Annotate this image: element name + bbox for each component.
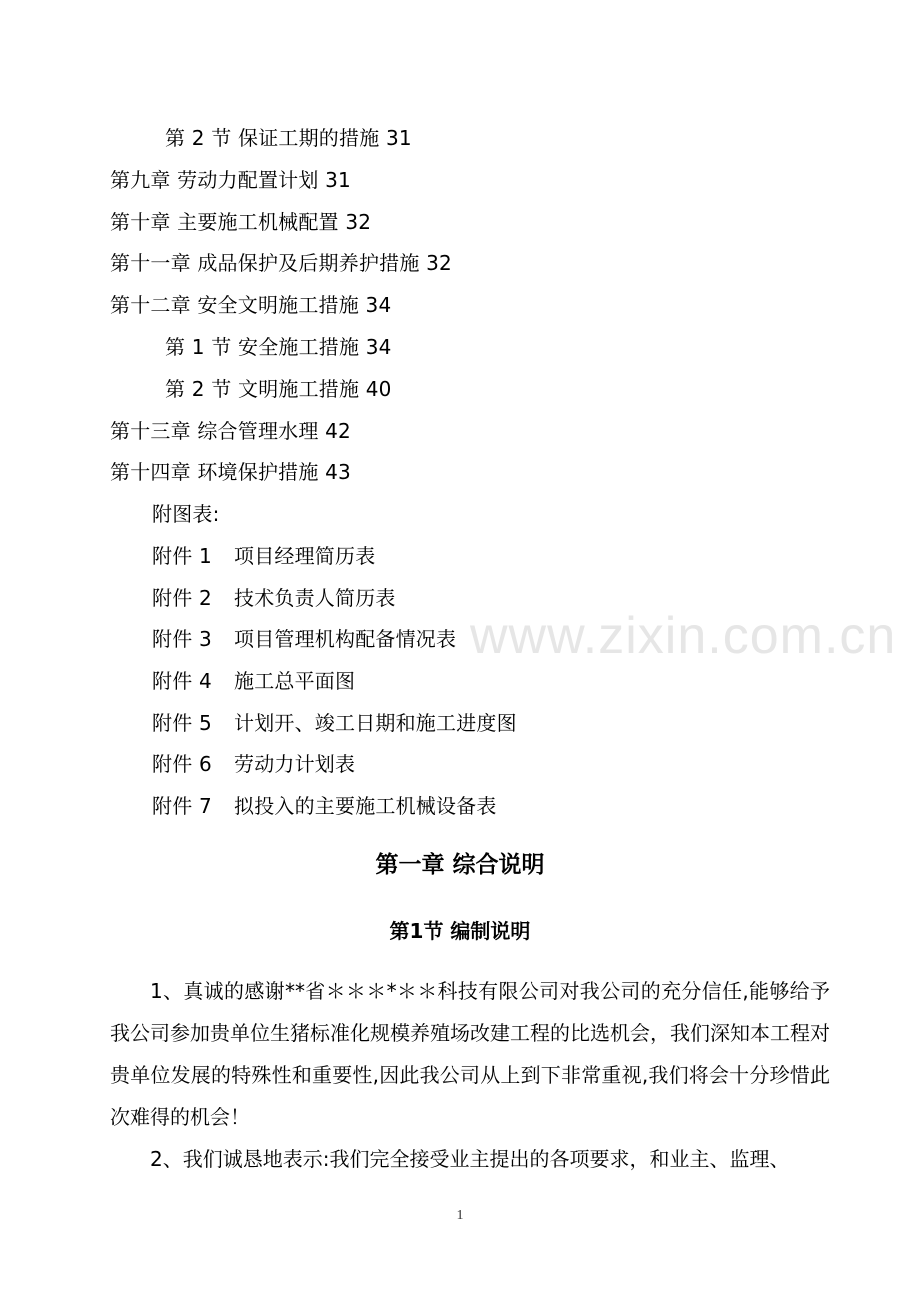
appendix-item [152,586,396,610]
appendix-item [152,544,375,568]
toc-entry: 第十章 主要施工机械配置 32 [110,210,372,234]
toc-entry: 第十四章 环境保护措施 43 [110,460,351,484]
appendix-item-title: 技术负责人简历表 [234,586,396,610]
appendix-item-number: 附件 3 [152,627,212,651]
appendix-item-title: 施工总平面图 [234,669,356,693]
toc-entry: 第 2 节 文明施工措施 40 [165,377,392,401]
page-number: 1 [456,1208,464,1223]
appendix-heading: 附图表: [152,502,220,526]
appendix-item-title: 项目经理简历表 [234,544,376,568]
body-text [110,970,830,1180]
toc-entry: 第 2 节 保证工期的措施 31 [165,126,412,150]
appendix-item-title: 劳动力计划表 [234,752,356,776]
paragraph: 2、我们诚恳地表示:我们完全接受业主提出的各项要求，和业主、监理、 [150,1147,790,1171]
appendix-item [152,627,456,651]
toc-entry: 第 1 节 安全施工措施 34 [165,335,392,359]
toc-entry: 第九章 劳动力配置计划 31 [110,168,351,192]
appendix-item-title: 计划开、竣工日期和施工进度图 [234,711,517,735]
appendix-item [152,711,517,735]
toc-entry: 第十二章 安全文明施工措施 34 [110,293,392,317]
toc-entry: 第十三章 综合管理水理 42 [110,419,351,443]
appendix-item-number: 附件 2 [152,586,212,610]
watermark: www.zixin.com.cn [470,607,897,665]
appendix-item-number: 附件 4 [152,669,212,693]
appendix-item-number: 附件 6 [152,752,212,776]
appendix-item-number: 附件 1 [152,544,212,568]
paragraph: 1、真诚的感谢**省＊＊＊*＊＊科技有限公司对我公司的充分信任,能够给予我公司参加贵单位生猪标准化规模养殖场改建工程的比选机会，我们深知本工程对贵单位发展的特殊性和重要性,因此我公司从上到下非常重视,我们将会十分珍惜此次难得的机会！ [110,979,830,1129]
appendix-item-title: 项目管理机构配备情况表 [234,627,457,651]
appendix-item-number: 附件 5 [152,711,212,735]
appendix-item-title: 拟投入的主要施工机械设备表 [234,794,497,818]
chapter-title: 第一章 综合说明 [375,852,545,878]
toc-entry: 第十一章 成品保护及后期养护措施 32 [110,251,452,275]
section-title: 第1节 编制说明 [389,919,531,943]
appendix-item-number: 附件 7 [152,794,212,818]
appendix-item [152,752,355,776]
appendix-item [152,669,355,693]
appendix-item [152,794,497,818]
